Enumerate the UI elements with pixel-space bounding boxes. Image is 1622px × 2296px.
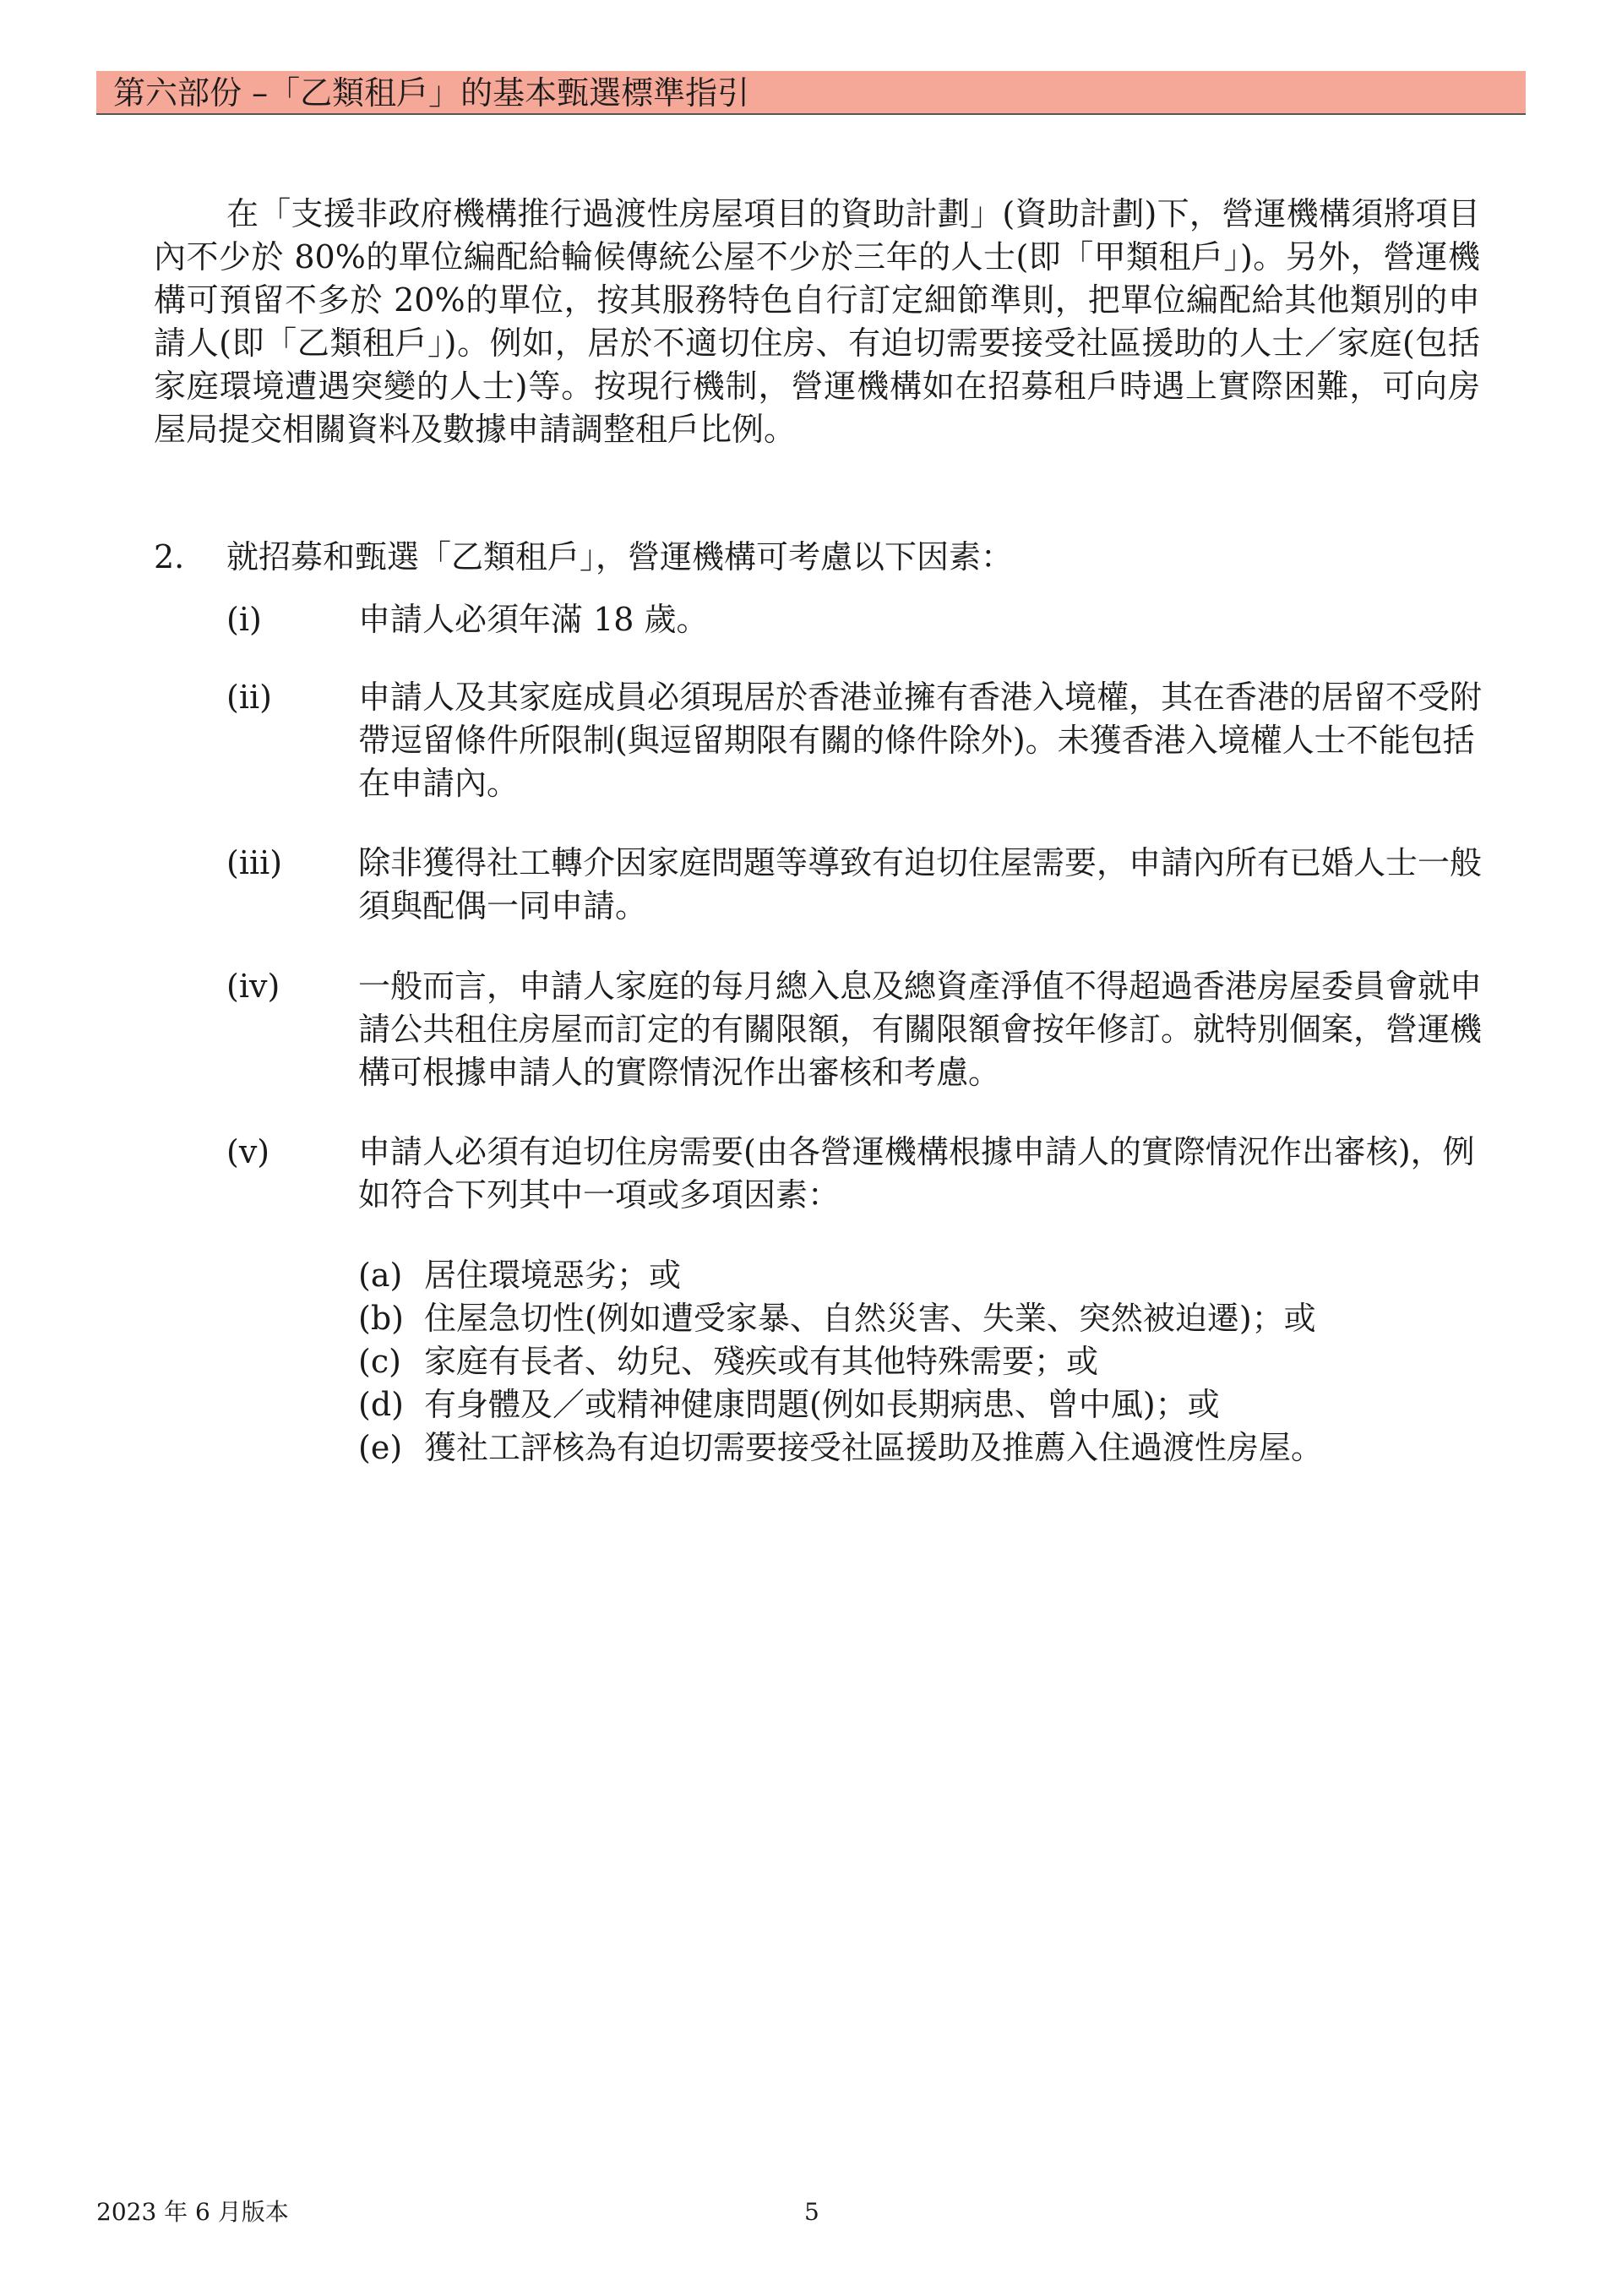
factor-item xyxy=(358,1340,1490,1383)
subpoint-label: (ii) xyxy=(226,679,272,716)
factor-label: (c) xyxy=(358,1343,401,1380)
factor-text: 家庭有長者、幼兒、殘疾或有其他特殊需要；或 xyxy=(424,1343,1099,1380)
subpoint-text: 申請人必須有迫切住房需要(由各營運機構根據申請人的實際情況作出審核)，例如符合下列其中一項或多項因素： xyxy=(358,1133,1475,1213)
factor-text: 居住環境惡劣；或 xyxy=(424,1257,682,1294)
subpoint-text: 申請人及其家庭成員必須現居於香港並擁有香港入境權，其在香港的居留不受附帶逗留條件所限制(與逗留期限有關的條件除外)。未獲香港入境權人士不能包括在申請內。 xyxy=(358,679,1483,802)
point-text: 就招募和甄選「乙類租戶」，營運機構可考慮以下因素： xyxy=(226,538,1014,575)
intro-paragraph: 在「支援非政府機構推行過渡性房屋項目的資助計劃」(資助計劃)下，營運機構須將項目內不少於 80%的單位編配給輪候傳統公屋不少於三年的人士(即「甲類租戶」)。另外，營運機構可預留不多於 20%的單位，按其服務特色自行訂定細節準則，把單位編配給其他類別的申請人(即「乙類租戶」)。例如，居於不適切住房、有迫切需要接受社區援助的人士／家庭(包括家庭環境遭遇突變的人士)等。按現行機制，營運機構如在招募租戶時遇上實際困難，可向房屋局提交相關資料及數據申請調整租戶比例。 xyxy=(154,195,1480,448)
factor-text: 住屋急切性(例如遭受家暴、自然災害、失業、突然被迫遷)；或 xyxy=(424,1300,1316,1337)
footer-version: 2023 年 6 月版本 xyxy=(96,2198,289,2226)
factor-item xyxy=(358,1383,1490,1426)
factor-label: (e) xyxy=(358,1429,403,1466)
factor-label: (d) xyxy=(358,1386,404,1423)
section-title: 第六部份 –「乙類租戶」的基本甄選標準指引 xyxy=(113,74,750,112)
factor-item xyxy=(358,1426,1490,1470)
section-header-bar xyxy=(96,71,1526,115)
subpoint-label: (iii) xyxy=(226,844,283,881)
subpoint-label: (iv) xyxy=(226,968,280,1005)
page-number: 5 xyxy=(804,2198,819,2226)
factor-text: 有身體及／或精神健康問題(例如長期病患、曾中風)；或 xyxy=(424,1386,1220,1423)
factor-list xyxy=(358,1254,1490,1470)
subpoint-label: (v) xyxy=(226,1133,270,1170)
subpoint-text: 一般而言，申請人家庭的每月總入息及總資產淨值不得超過香港房屋委員會就申請公共租住房屋而訂定的有關限額，有關限額會按年修訂。就特別個案，營運機構可根據申請人的實際情況作出審核和考慮。 xyxy=(358,968,1483,1091)
subpoint-text: 申請人必須年滿 18 歲。 xyxy=(358,601,709,638)
factor-label: (b) xyxy=(358,1300,404,1337)
subpoint-text: 除非獲得社工轉介因家庭問題等導致有迫切住屋需要，申請內所有已婚人士一般須與配偶一同申請。 xyxy=(358,844,1483,924)
subpoint-label: (i) xyxy=(226,601,262,638)
point-number: 2. xyxy=(154,538,185,575)
factor-item xyxy=(358,1297,1490,1340)
factor-item xyxy=(358,1254,1490,1297)
factor-label: (a) xyxy=(358,1257,403,1294)
factor-text: 獲社工評核為有迫切需要接受社區援助及推薦入住過渡性房屋。 xyxy=(424,1429,1324,1466)
